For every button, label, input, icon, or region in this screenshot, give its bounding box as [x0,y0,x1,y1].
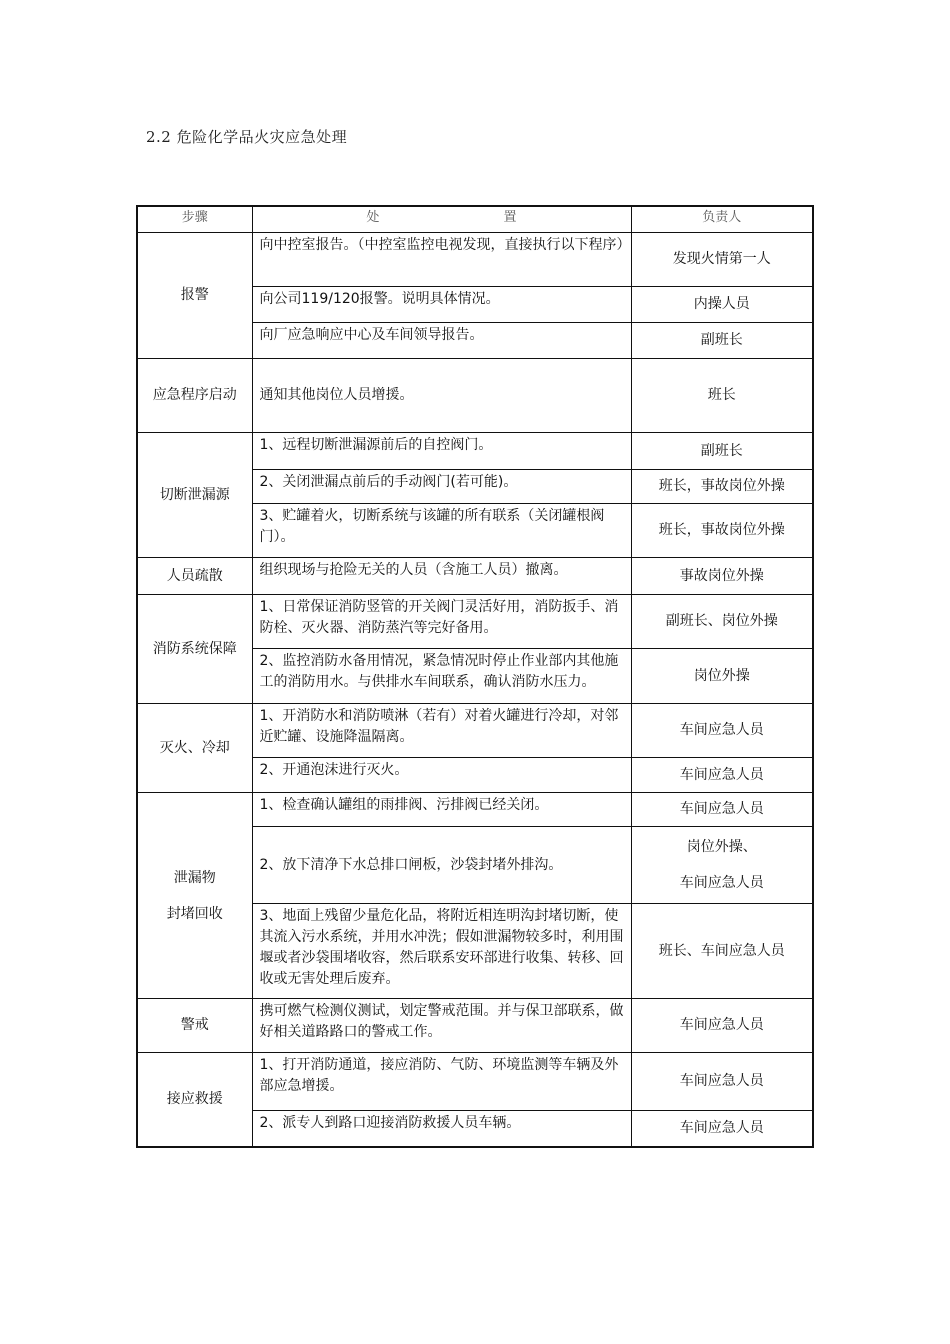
action-cell: 通知其他岗位人员增援。 [252,359,631,433]
step-cell: 切断泄漏源 [137,433,252,558]
step-cell: 应急程序启动 [137,359,252,433]
responsible-cell: 副班长 [631,323,813,359]
header-action: 处 置 [252,206,631,233]
action-cell: 2、监控消防水备用情况，紧急情况时停止作业部内其他施工的消防用水。与供排水车间联系，确认消防水压力。 [252,649,631,704]
responsible-line: 岗位外操、 [686,839,757,855]
responsible-cell: 副班长 [631,433,813,470]
responsible-cell: 班长，事故岗位外操 [631,504,813,558]
responsible-cell: 班长，事故岗位外操 [631,470,813,504]
table-row [137,433,813,470]
step-cell: 消防系统保障 [137,595,252,704]
responsible-cell: 事故岗位外操 [631,558,813,595]
action-cell: 1、远程切断泄漏源前后的自控阀门。 [252,433,631,470]
header-responsible: 负责人 [631,206,813,233]
responsible-cell: 副班长、岗位外操 [631,595,813,649]
action-cell: 1、开消防水和消防喷淋（若有）对着火罐进行冷却，对邻近贮罐、设施降温隔离。 [252,704,631,758]
table-row [137,793,813,827]
header-step: 步骤 [137,206,252,233]
action-cell: 2、放下清净下水总排口闸板，沙袋封堵外排沟。 [252,827,631,904]
responsible-cell: 内操人员 [631,287,813,323]
responsible-cell: 发现火情第一人 [631,233,813,287]
action-cell: 向厂应急响应中心及车间领导报告。 [252,323,631,359]
responsible-cell [631,827,813,904]
table-row [137,233,813,287]
responsible-cell: 班长、车间应急人员 [631,904,813,999]
action-cell: 3、地面上残留少量危化品，将附近相连明沟封堵切断，使其流入污水系统，并用水冲洗；假如泄漏物较多时，利用围堰或者沙袋围堵收容，然后联系安环部进行收集、转移、回收或无害处理后废弃。 [252,904,631,999]
emergency-procedure-table [136,205,814,1148]
table-row [137,359,813,433]
table-row [137,558,813,595]
responsible-cell: 班长 [631,359,813,433]
action-cell: 1、打开消防通道，接应消防、气防、环境监测等车辆及外部应急增援。 [252,1053,631,1111]
table-header-row [137,206,813,233]
responsible-cell: 车间应急人员 [631,1053,813,1111]
step-cell: 接应救援 [137,1053,252,1147]
step-cell: 灭火、冷却 [137,704,252,793]
responsible-cell: 车间应急人员 [631,1111,813,1147]
table-row [137,999,813,1053]
step-cell [137,793,252,999]
action-cell: 向公司119/120报警。说明具体情况。 [252,287,631,323]
action-cell: 3、贮罐着火，切断系统与该罐的所有联系（关闭罐根阀门）。 [252,504,631,558]
responsible-line: 车间应急人员 [679,875,764,891]
step-cell: 人员疏散 [137,558,252,595]
table-row [137,704,813,758]
action-cell: 组织现场与抢险无关的人员（含施工人员）撤离。 [252,558,631,595]
responsible-cell: 岗位外操 [631,649,813,704]
step-line: 泄漏物 [173,869,216,886]
table-row [137,1053,813,1111]
page-title: 2.2 危险化学品火灾应急处理 [146,128,348,146]
table-row [137,595,813,649]
step-cell: 报警 [137,233,252,359]
responsible-cell: 车间应急人员 [631,758,813,793]
responsible-cell: 车间应急人员 [631,704,813,758]
action-cell: 1、检查确认罐组的雨排阀、污排阀已经关闭。 [252,793,631,827]
action-cell: 2、开通泡沫进行灭火。 [252,758,631,793]
step-cell: 警戒 [137,999,252,1053]
action-cell: 向中控室报告。（中控室监控电视发现，直接执行以下程序） [252,233,631,287]
action-cell: 2、关闭泄漏点前后的手动阀门(若可能)。 [252,470,631,504]
responsible-cell: 车间应急人员 [631,793,813,827]
action-cell: 2、派专人到路口迎接消防救援人员车辆。 [252,1111,631,1147]
step-line: 封堵回收 [166,905,223,922]
action-cell: 1、日常保证消防竖管的开关阀门灵活好用，消防扳手、消防栓、灭火器、消防蒸汽等完好备用。 [252,595,631,649]
action-cell: 携可燃气检测仪测试，划定警戒范围。并与保卫部联系，做好相关道路路口的警戒工作。 [252,999,631,1053]
responsible-cell: 车间应急人员 [631,999,813,1053]
